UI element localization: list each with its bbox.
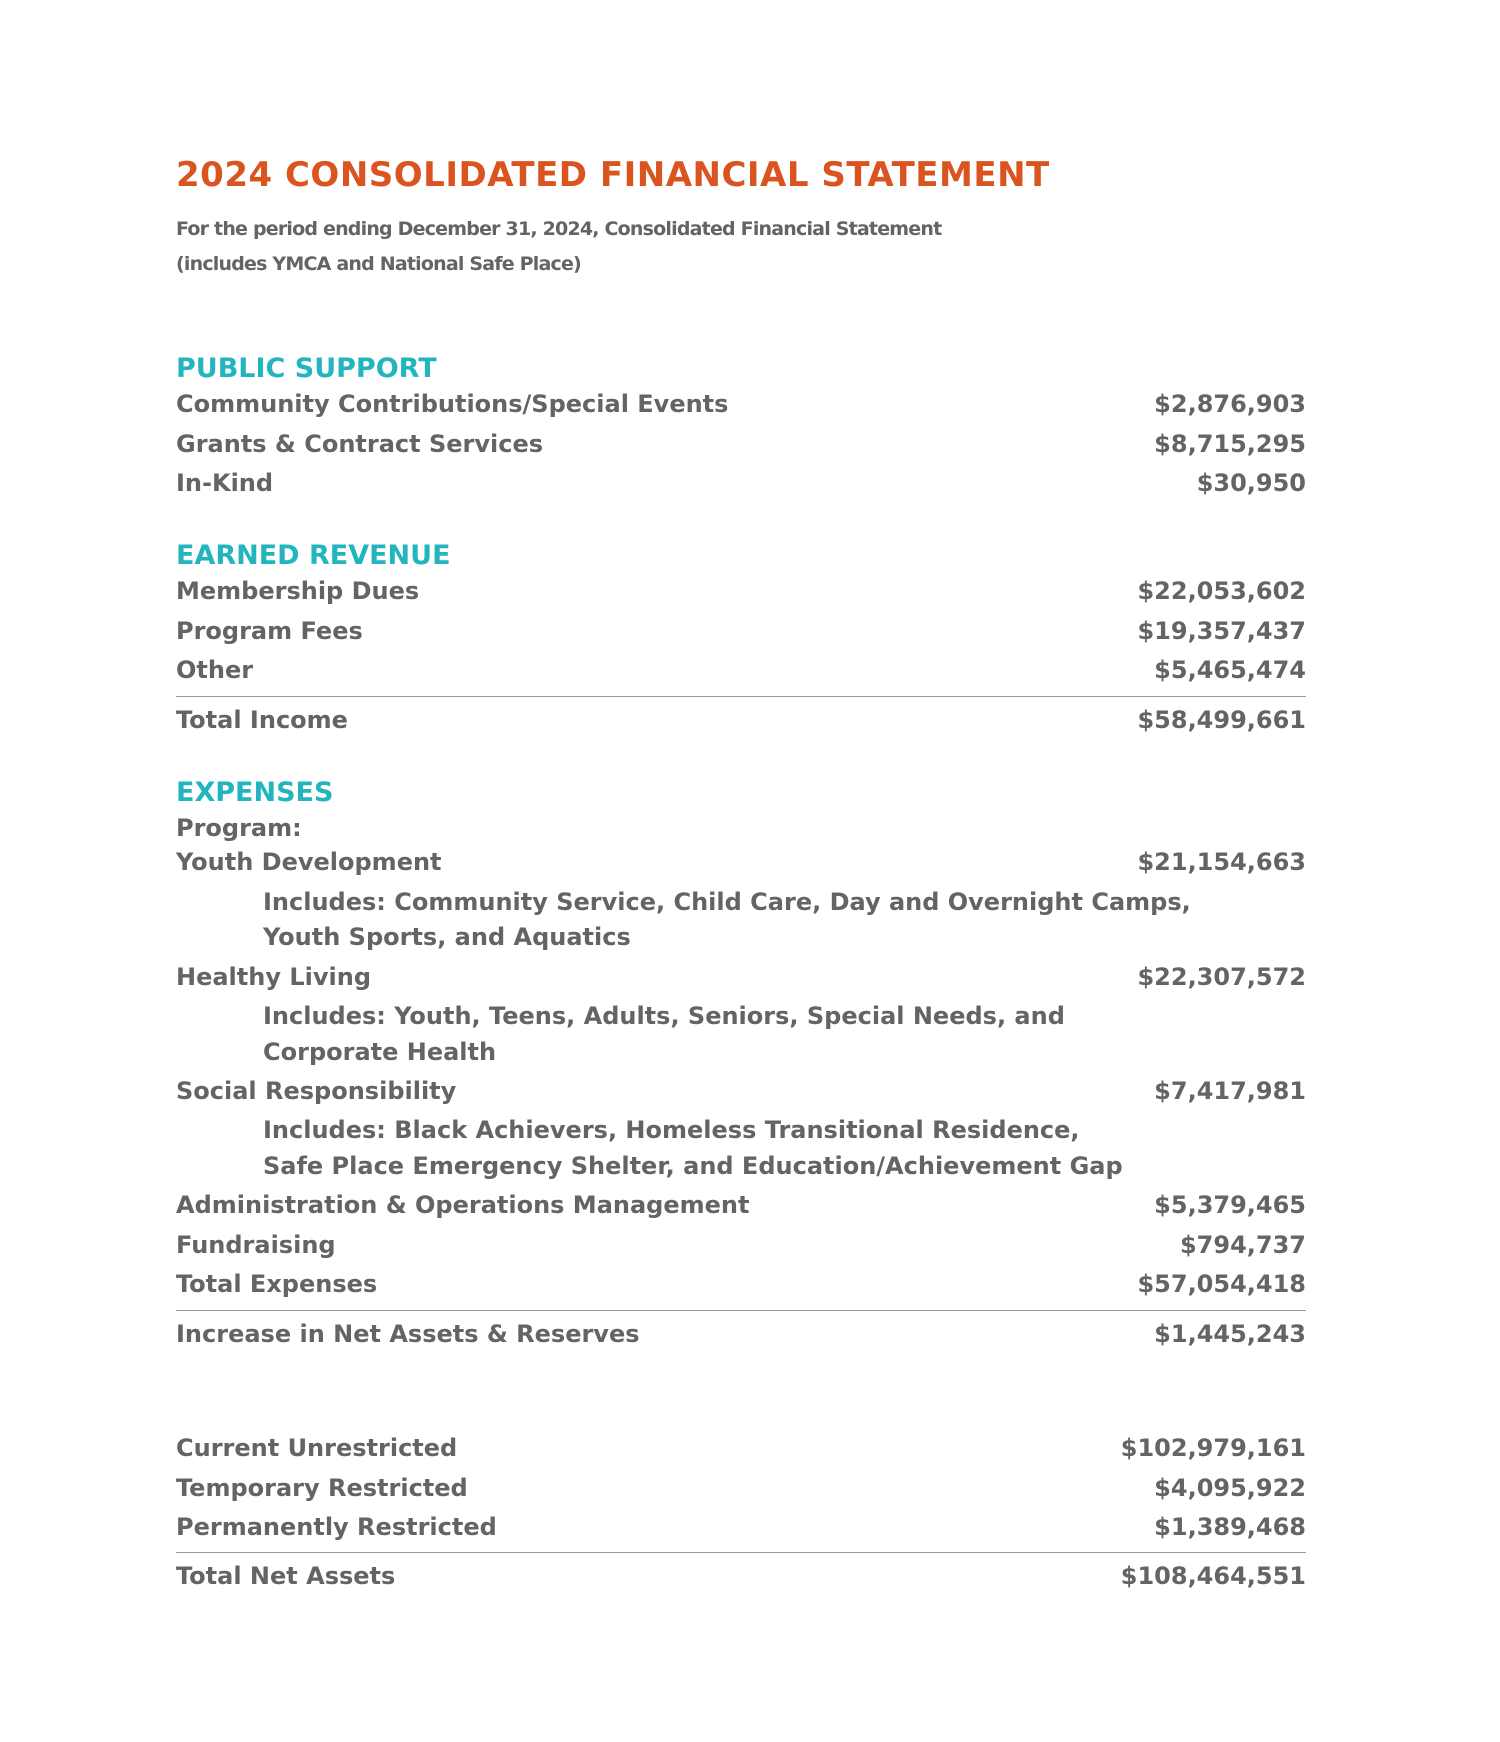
row-amount: $8,715,295 [1154, 430, 1306, 458]
row-amount: $30,950 [1196, 469, 1306, 497]
row-label: Total Income [176, 706, 348, 734]
table-row [176, 1513, 1306, 1551]
total-expenses-row [176, 1270, 1306, 1308]
section-heading-public-support: PUBLIC SUPPORT [176, 353, 437, 384]
row-label: In-Kind [176, 469, 274, 497]
program-label: Program: [176, 814, 302, 842]
row-description: Includes: Youth, Teens, Adults, Seniors, Special Needs, and [263, 1002, 1065, 1030]
row-amount: $5,379,465 [1154, 1191, 1306, 1219]
net-increase-row [176, 1320, 1306, 1358]
row-amount: $57,054,418 [1137, 1270, 1306, 1298]
row-label: Total Expenses [176, 1270, 378, 1298]
table-row [176, 1191, 1306, 1229]
row-amount: $102,979,161 [1120, 1434, 1306, 1462]
row-description: Corporate Health [263, 1038, 497, 1066]
page-title: 2024 CONSOLIDATED FINANCIAL STATEMENT [176, 155, 1050, 195]
table-row [176, 1474, 1306, 1512]
row-label: Healthy Living [176, 963, 371, 991]
row-label: Youth Development [176, 848, 442, 876]
row-description: Safe Place Emergency Shelter, and Education/Achievement Gap [263, 1152, 1123, 1180]
row-amount: $58,499,661 [1137, 706, 1306, 734]
row-description: Includes: Community Service, Child Care, Day and Overnight Camps, [263, 888, 1191, 916]
table-row [176, 430, 1306, 468]
row-label: Social Responsibility [176, 1077, 457, 1105]
row-label: Community Contributions/Special Events [176, 390, 729, 418]
table-row [176, 390, 1306, 428]
table-row [176, 848, 1306, 886]
row-label: Permanently Restricted [176, 1513, 497, 1541]
row-description: Includes: Black Achievers, Homeless Transitional Residence, [263, 1116, 1080, 1144]
divider [176, 696, 1306, 697]
table-row [176, 1231, 1306, 1269]
row-amount: $794,737 [1179, 1231, 1306, 1259]
row-label: Grants & Contract Services [176, 430, 544, 458]
section-heading-earned-revenue: EARNED REVENUE [176, 540, 451, 571]
section-heading-expenses: EXPENSES [176, 777, 334, 808]
row-amount: $7,417,981 [1154, 1077, 1306, 1105]
table-row [176, 577, 1306, 615]
row-label: Temporary Restricted [176, 1474, 468, 1502]
row-description: Youth Sports, and Aquatics [263, 923, 631, 951]
table-row [176, 1077, 1306, 1115]
row-amount: $4,095,922 [1154, 1474, 1306, 1502]
divider [176, 1552, 1306, 1553]
row-amount: $22,307,572 [1137, 963, 1306, 991]
total-net-assets-row [176, 1562, 1306, 1600]
row-label: Increase in Net Assets & Reserves [176, 1320, 640, 1348]
program-label-row [176, 814, 1306, 852]
row-label: Administration & Operations Management [176, 1191, 750, 1219]
table-row [176, 963, 1306, 1001]
row-amount: $22,053,602 [1137, 577, 1306, 605]
subtitle-period: For the period ending December 31, 2024, Consolidated Financial Statement [176, 218, 942, 240]
table-row [176, 469, 1306, 507]
row-amount: $5,465,474 [1154, 656, 1306, 684]
row-label: Membership Dues [176, 577, 420, 605]
table-row [176, 656, 1306, 694]
table-row [176, 617, 1306, 655]
subtitle-scope: (includes YMCA and National Safe Place) [176, 253, 581, 275]
row-amount: $19,357,437 [1137, 617, 1306, 645]
total-income-row [176, 706, 1306, 744]
row-amount: $1,389,468 [1154, 1513, 1306, 1541]
row-label: Fundraising [176, 1231, 336, 1259]
row-amount: $2,876,903 [1154, 390, 1306, 418]
row-label: Other [176, 656, 254, 684]
row-label: Program Fees [176, 617, 363, 645]
table-row [176, 1434, 1306, 1472]
row-label: Current Unrestricted [176, 1434, 458, 1462]
row-label: Total Net Assets [176, 1562, 396, 1590]
row-amount: $21,154,663 [1137, 848, 1306, 876]
row-amount: $1,445,243 [1154, 1320, 1306, 1348]
divider [176, 1310, 1306, 1311]
row-amount: $108,464,551 [1120, 1562, 1306, 1590]
